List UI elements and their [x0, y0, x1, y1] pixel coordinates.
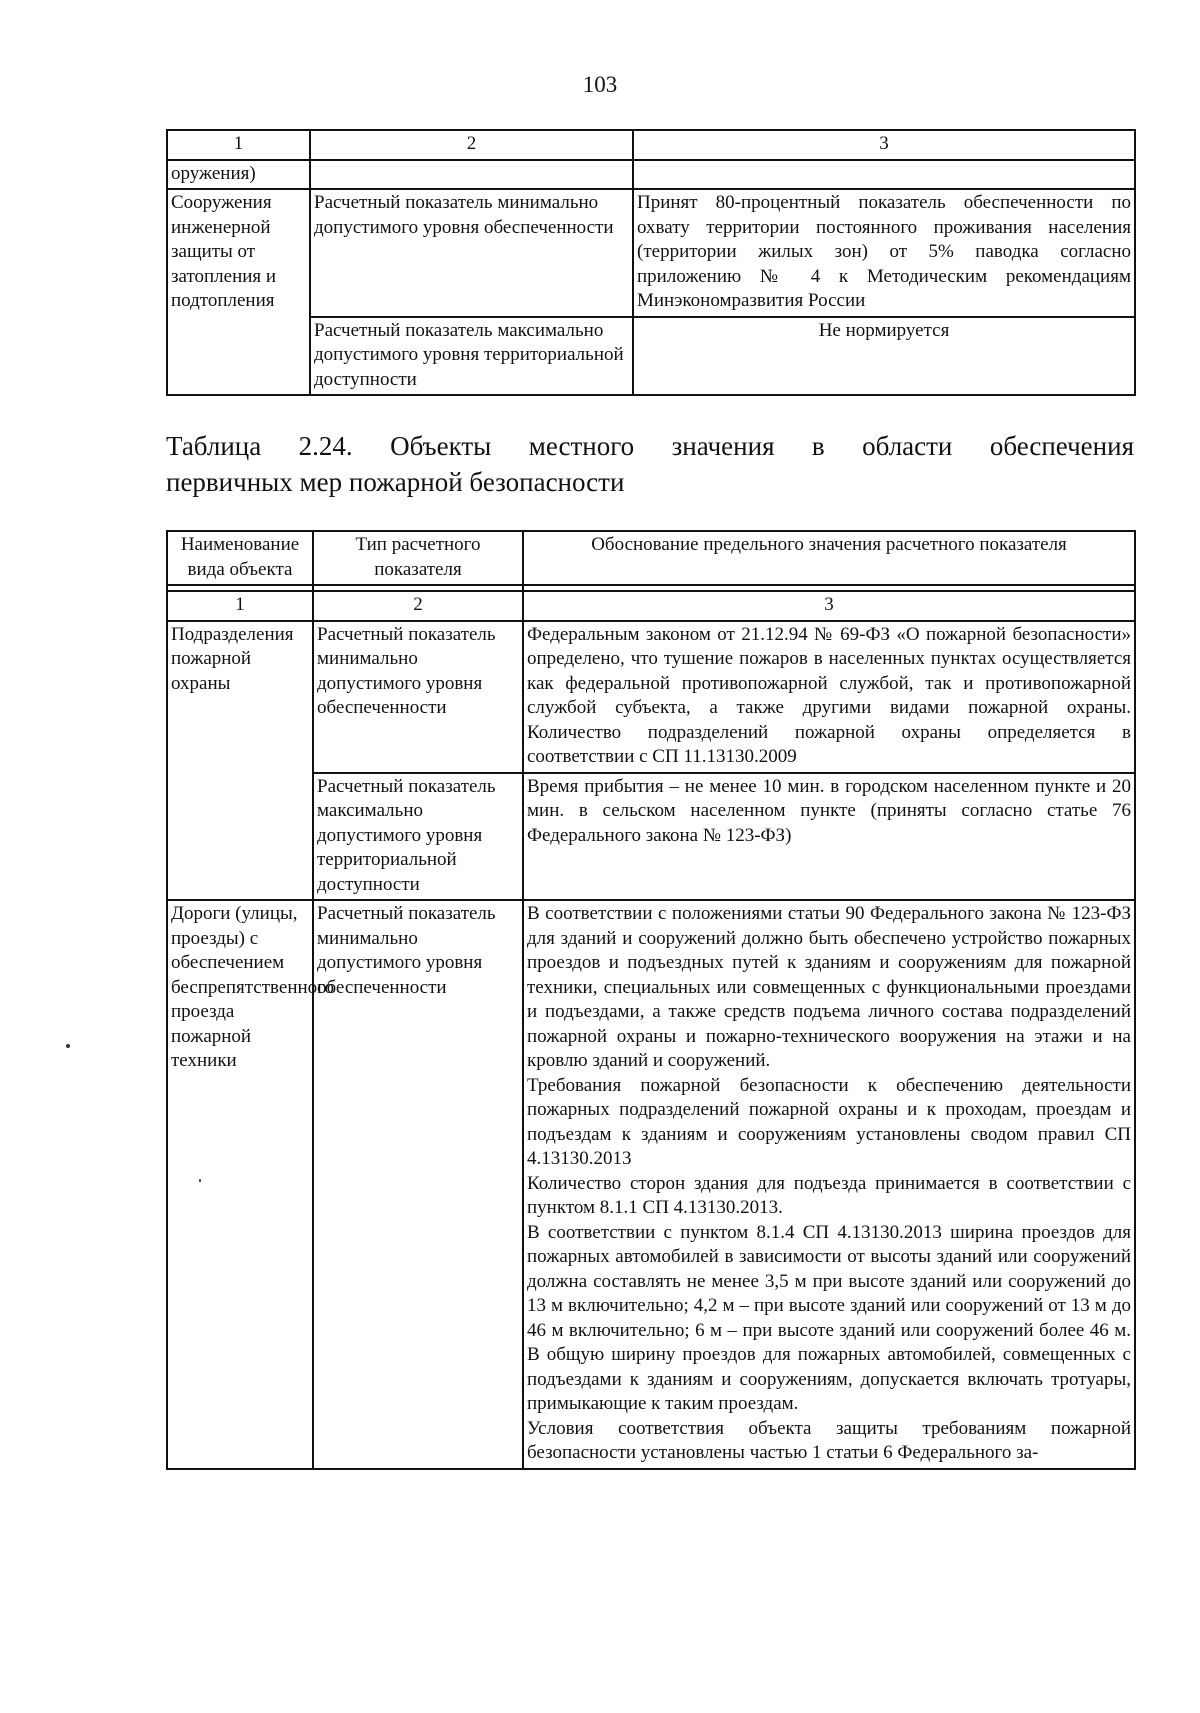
- continuation-cell: оружения): [167, 160, 310, 190]
- table-column-numbers: [167, 130, 1135, 160]
- header-justification: Обоснование предельного значения расчетного показателя: [523, 531, 1135, 585]
- column-number-3: 3: [523, 591, 1135, 621]
- table-row: [167, 160, 1135, 190]
- justification-cell: Принят 80-процентный показатель обеспеченности по охвату территории постоянного проживания населения (территории жилых зон) от 5% паводка согласно приложению № 4 к Методическим рекомендациям Минэкономразвития России: [633, 189, 1135, 317]
- column-number-2: 2: [313, 591, 523, 621]
- table-row: [167, 189, 1135, 317]
- object-name-cell: Подразделения пожарной охраны: [167, 621, 313, 901]
- justification-paragraph: В соответствии с пунктом 8.1.4 СП 4.13130.2013 ширина проездов для пожарных автомобилей в зависимости от высоты зданий или сооружений должна составлять не менее 3,5 м при высоте зданий или сооружений до 13 м включительно; 4,2 м – при высоте зданий или сооружений от 13 м до 46 м включительно; 6 м – при высоте зданий или сооружений более 46 м. В общую ширину проездов для пожарных автомобилей, совмещенных с подъездами к зданиям и сооружениям, допускается включать тротуары, примыкающие к таким проездам.: [527, 1221, 1131, 1414]
- table-caption: [166, 428, 1134, 500]
- scan-speck: [66, 1044, 70, 1048]
- table-continuation: [166, 129, 1136, 396]
- table-row: [167, 621, 1135, 773]
- header-object-type: Наименование вида объекта: [167, 531, 313, 585]
- empty-cell: [310, 160, 633, 190]
- indicator-cell: Расчетный показатель максимально допустимого уровня территориальной доступности: [310, 317, 633, 396]
- table-row: [167, 773, 1135, 901]
- scan-speck: [199, 1179, 201, 1182]
- object-name-cell: Сооружения инженерной защиты от затопления и подтопления: [167, 189, 310, 395]
- table-row: [167, 317, 1135, 396]
- caption-line-2: первичных мер пожарной безопасности: [166, 467, 625, 497]
- justification-paragraph: Требования пожарной безопасности к обеспечению деятельности пожарных подразделений пожарной охраны и к проходам, проездам и подъездам к зданиям и сооружениям установлены сводом правил СП 4.13130.2013: [527, 1074, 1131, 1169]
- page-number: 103: [582, 72, 618, 97]
- justification-cell: [523, 900, 1135, 1469]
- column-number-1: 1: [167, 591, 313, 621]
- justification-cell: Федеральным законом от 21.12.94 № 69-ФЗ «О пожарной безопасности» определено, что тушение пожаров в населенных пунктах осуществляется как федеральной противопожарной службой, так и противопожарной службой субъекта, а также другими видами пожарной охраны. Количество подразделений пожарной охраны определяется в соответствии с СП 11.13130.2009: [523, 621, 1135, 773]
- table-column-numbers: [167, 591, 1135, 621]
- justification-cell: Не нормируется: [633, 317, 1135, 396]
- justification-paragraph: В соответствии с положениями статьи 90 Федерального закона № 123-ФЗ для зданий и сооружений должно быть обеспечено устройство пожарных проездов и подъездных путей к зданиям и сооружениям для пожарной техники, специальных или совмещенных с функциональными проездами и подъездами, а также средств подъема личного состава подразделений пожарной охраны и пожарно-технического вооружения на этажи и на кровлю зданий и сооружений.: [527, 903, 1131, 1071]
- indicator-cell: Расчетный показатель минимально допустимого уровня обеспеченности: [313, 900, 523, 1469]
- table-fire-safety: [166, 530, 1136, 1470]
- column-number-2: 2: [310, 130, 633, 160]
- table-header-row: [167, 531, 1135, 585]
- justification-paragraph: Количество сторон здания для подъезда принимается в соответствии с пунктом 8.1.1 СП 4.13130.2013.: [527, 1172, 1131, 1218]
- justification-paragraph: Условия соответствия объекта защиты требованиям пожарной безопасности установлены частью 1 статьи 6 Федерального за-: [527, 1417, 1131, 1463]
- column-number-3: 3: [633, 130, 1135, 160]
- indicator-cell: Расчетный показатель минимально допустимого уровня обеспеченности: [310, 189, 633, 317]
- caption-line-1: Таблица 2.24. Объекты местного значения в области обеспечения: [166, 431, 1134, 461]
- column-number-1: 1: [167, 130, 310, 160]
- object-name-cell: Дороги (улицы, проезды) с обеспечением беспрепятственного проезда пожарной техники: [167, 900, 313, 1469]
- table-row: [167, 900, 1135, 1469]
- empty-cell: [633, 160, 1135, 190]
- header-indicator-type: Тип расчетного показателя: [313, 531, 523, 585]
- justification-cell: Время прибытия – не менее 10 мин. в городском населенном пункте и 20 мин. в сельском населенном пункте (приняты согласно статье 76 Федерального закона № 123-ФЗ): [523, 773, 1135, 901]
- indicator-cell: Расчетный показатель максимально допустимого уровня территориальной доступности: [313, 773, 523, 901]
- indicator-cell: Расчетный показатель минимально допустимого уровня обеспеченности: [313, 621, 523, 773]
